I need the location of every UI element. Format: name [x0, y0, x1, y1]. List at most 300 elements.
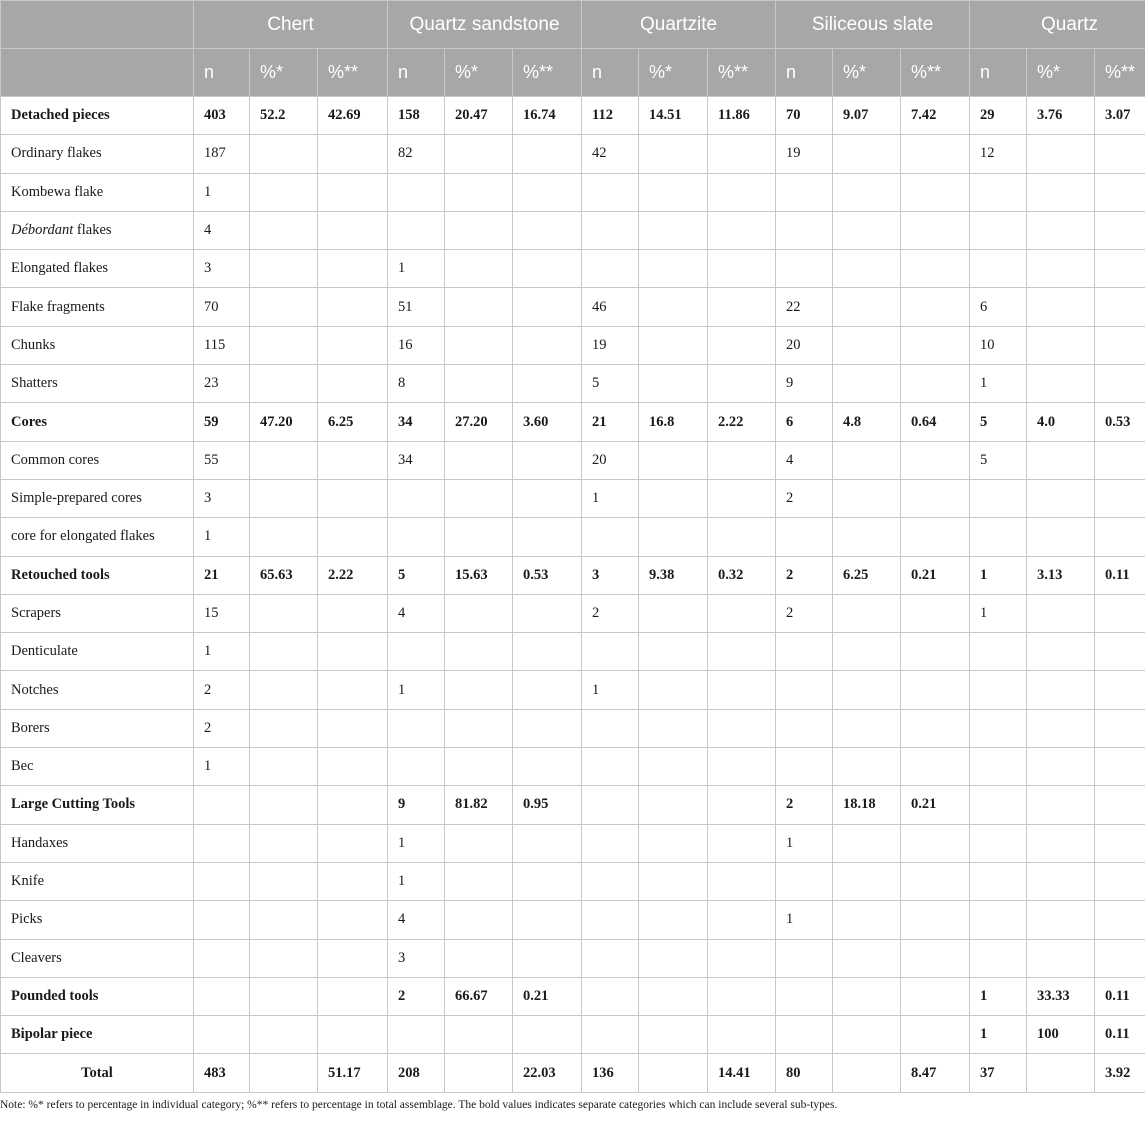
table-cell [318, 633, 388, 671]
table-cell: 46 [582, 288, 639, 326]
table-cell [250, 1054, 318, 1092]
table-cell: 8 [388, 365, 445, 403]
table-cell: 1 [970, 977, 1027, 1015]
row-label: Common cores [1, 441, 194, 479]
table-cell [639, 211, 708, 249]
table-cell [776, 518, 833, 556]
table-cell: 3.13 [1027, 556, 1095, 594]
table-cell: 4 [194, 211, 250, 249]
table-cell [513, 594, 582, 632]
category-row [1, 786, 1145, 824]
table-cell [318, 594, 388, 632]
table-cell: 1 [388, 671, 445, 709]
table-cell [639, 977, 708, 1015]
table-header [1, 1, 1145, 97]
table-cell [318, 288, 388, 326]
table-cell [970, 748, 1027, 786]
table-cell: 16.74 [513, 97, 582, 135]
table-cell [970, 173, 1027, 211]
table-cell [1027, 709, 1095, 747]
table-cell [970, 633, 1027, 671]
table-cell: 51 [388, 288, 445, 326]
subheader-n: n [194, 49, 250, 97]
table-cell [513, 441, 582, 479]
table-cell [445, 518, 513, 556]
table-cell: 9 [776, 365, 833, 403]
material-header-chert: Chert [194, 1, 388, 49]
table-cell [776, 862, 833, 900]
table-cell [1095, 633, 1145, 671]
table-cell: 81.82 [445, 786, 513, 824]
subtype-row [1, 824, 1145, 862]
table-cell: 8.47 [901, 1054, 970, 1092]
table-cell [833, 365, 901, 403]
table-cell [901, 862, 970, 900]
table-cell [639, 518, 708, 556]
table-cell [708, 1016, 776, 1054]
row-label: Knife [1, 862, 194, 900]
table-cell [833, 288, 901, 326]
table-cell [639, 1054, 708, 1092]
subheader-pct-total: %** [1095, 49, 1145, 97]
table-cell [388, 211, 445, 249]
table-cell: 0.53 [513, 556, 582, 594]
subheader-pct-category: %* [833, 49, 901, 97]
table-cell [582, 901, 639, 939]
table-cell: 3.76 [1027, 97, 1095, 135]
table-cell: 1 [582, 671, 639, 709]
table-cell [708, 633, 776, 671]
table-cell [901, 824, 970, 862]
table-cell [970, 862, 1027, 900]
table-cell: 1 [388, 824, 445, 862]
table-cell [445, 709, 513, 747]
row-label: Ordinary flakes [1, 135, 194, 173]
table-cell [194, 1016, 250, 1054]
table-cell [1027, 939, 1095, 977]
table-cell [318, 748, 388, 786]
table-cell [708, 518, 776, 556]
table-cell [1027, 594, 1095, 632]
row-label: Cores [1, 403, 194, 441]
table-cell: 1 [970, 1016, 1027, 1054]
table-cell [582, 173, 639, 211]
table-cell: 59 [194, 403, 250, 441]
table-cell: 3.07 [1095, 97, 1145, 135]
table-cell [318, 939, 388, 977]
table-cell [318, 173, 388, 211]
table-cell: 29 [970, 97, 1027, 135]
table-cell: 1 [776, 824, 833, 862]
table-cell [388, 518, 445, 556]
table-cell [388, 173, 445, 211]
table-cell: 4.0 [1027, 403, 1095, 441]
table-cell [1095, 135, 1145, 173]
table-cell [582, 211, 639, 249]
subtype-row [1, 901, 1145, 939]
table-cell [582, 824, 639, 862]
table-cell [833, 748, 901, 786]
table-cell [1027, 211, 1095, 249]
table-cell [833, 671, 901, 709]
table-cell [513, 173, 582, 211]
table-cell: 112 [582, 97, 639, 135]
table-cell [250, 135, 318, 173]
table-cell: 9.38 [639, 556, 708, 594]
table-cell: 19 [582, 326, 639, 364]
row-label-italic: Débordant [11, 222, 74, 239]
row-label: core for elongated flakes [1, 518, 194, 556]
table-cell [194, 901, 250, 939]
table-cell [318, 326, 388, 364]
table-cell: 20.47 [445, 97, 513, 135]
table-cell [582, 939, 639, 977]
row-label: Notches [1, 671, 194, 709]
table-cell [1027, 250, 1095, 288]
table-cell [901, 901, 970, 939]
table-cell [901, 671, 970, 709]
table-cell: 27.20 [445, 403, 513, 441]
row-label [1, 211, 194, 249]
table-cell [901, 633, 970, 671]
table-cell [1027, 1054, 1095, 1092]
table-cell [901, 594, 970, 632]
table-cell: 3.92 [1095, 1054, 1145, 1092]
table-cell: 4 [388, 594, 445, 632]
table-cell [901, 326, 970, 364]
table-cell [250, 709, 318, 747]
table-cell: 208 [388, 1054, 445, 1092]
subheader-n: n [970, 49, 1027, 97]
table-cell: 2 [776, 786, 833, 824]
table-cell: 5 [582, 365, 639, 403]
table-cell: 5 [970, 403, 1027, 441]
table-cell [194, 824, 250, 862]
table-cell [250, 211, 318, 249]
table-cell [901, 135, 970, 173]
table-cell: 1 [776, 901, 833, 939]
subtype-row [1, 633, 1145, 671]
table-cell [1027, 862, 1095, 900]
table-cell [445, 1016, 513, 1054]
table-cell [1095, 326, 1145, 364]
table-cell [639, 709, 708, 747]
subtype-row [1, 250, 1145, 288]
table-cell [318, 135, 388, 173]
subheader-pct-category: %* [1027, 49, 1095, 97]
table-cell: 66.67 [445, 977, 513, 1015]
table-cell [708, 479, 776, 517]
table-cell: 1 [582, 479, 639, 517]
table-cell [833, 173, 901, 211]
subtype-row [1, 365, 1145, 403]
table-cell: 115 [194, 326, 250, 364]
table-cell: 1 [194, 173, 250, 211]
table-cell: 52.2 [250, 97, 318, 135]
subtype-row [1, 173, 1145, 211]
table-cell: 15.63 [445, 556, 513, 594]
table-cell [833, 250, 901, 288]
subheader-pct-total: %** [708, 49, 776, 97]
category-row [1, 556, 1145, 594]
table-cell [250, 365, 318, 403]
table-cell [1095, 901, 1145, 939]
table-cell [776, 1016, 833, 1054]
table-cell [901, 748, 970, 786]
table-cell [708, 594, 776, 632]
table-cell [1095, 939, 1145, 977]
table-cell [445, 594, 513, 632]
subtype-row [1, 671, 1145, 709]
table-cell [776, 211, 833, 249]
table-cell [1027, 633, 1095, 671]
table-cell [445, 250, 513, 288]
table-cell: 4.8 [833, 403, 901, 441]
subheader-n: n [776, 49, 833, 97]
table-cell: 34 [388, 403, 445, 441]
table-cell: 3 [194, 250, 250, 288]
subtype-row [1, 709, 1145, 747]
row-label: Pounded tools [1, 977, 194, 1015]
table-cell [194, 862, 250, 900]
table-cell [1027, 365, 1095, 403]
table-cell [318, 365, 388, 403]
table-cell: 5 [388, 556, 445, 594]
table-cell: 12 [970, 135, 1027, 173]
table-cell [194, 939, 250, 977]
table-cell [639, 288, 708, 326]
row-label: Total [1, 1054, 194, 1092]
table-cell: 0.21 [513, 977, 582, 1015]
table-cell [513, 211, 582, 249]
table-cell: 37 [970, 1054, 1027, 1092]
table-cell [901, 977, 970, 1015]
material-header-quartz: Quartz [970, 1, 1145, 49]
material-header-quartz-sandstone: Quartz sandstone [388, 1, 582, 49]
table-cell [639, 173, 708, 211]
table-cell [388, 1016, 445, 1054]
table-cell [582, 518, 639, 556]
table-cell [388, 748, 445, 786]
table-cell: 14.51 [639, 97, 708, 135]
table-cell [1095, 441, 1145, 479]
table-cell: 42 [582, 135, 639, 173]
table-cell: 2 [776, 479, 833, 517]
table-cell [513, 671, 582, 709]
table-cell [388, 479, 445, 517]
table-cell [513, 135, 582, 173]
table-cell: 34 [388, 441, 445, 479]
table-cell [639, 824, 708, 862]
table-cell [318, 479, 388, 517]
table-cell: 82 [388, 135, 445, 173]
row-label: Kombewa flake [1, 173, 194, 211]
table-cell [708, 901, 776, 939]
table-cell: 4 [776, 441, 833, 479]
table-cell: 0.53 [1095, 403, 1145, 441]
table-cell [1027, 824, 1095, 862]
table-cell [970, 709, 1027, 747]
table-cell [708, 939, 776, 977]
table-cell [708, 748, 776, 786]
subtype-row [1, 211, 1145, 249]
table-cell [250, 441, 318, 479]
table-cell [1095, 824, 1145, 862]
table-cell [776, 250, 833, 288]
table-cell [833, 824, 901, 862]
category-row [1, 403, 1145, 441]
table-cell [388, 709, 445, 747]
row-label: Denticulate [1, 633, 194, 671]
table-cell [445, 939, 513, 977]
table-cell [833, 862, 901, 900]
table-cell [513, 288, 582, 326]
table-cell: 1 [194, 633, 250, 671]
table-cell: 2.22 [708, 403, 776, 441]
subheader-n: n [388, 49, 445, 97]
table-cell: 136 [582, 1054, 639, 1092]
subtype-row [1, 862, 1145, 900]
subheader-pct-total: %** [513, 49, 582, 97]
table-cell [639, 862, 708, 900]
table-cell [708, 709, 776, 747]
table-cell [582, 1016, 639, 1054]
table-cell: 2 [776, 556, 833, 594]
table-cell [833, 709, 901, 747]
table-cell [513, 479, 582, 517]
table-cell: 47.20 [250, 403, 318, 441]
table-cell [318, 862, 388, 900]
table-cell [1027, 173, 1095, 211]
table-cell: 42.69 [318, 97, 388, 135]
table-cell [901, 518, 970, 556]
table-cell [639, 441, 708, 479]
table-cell: 16 [388, 326, 445, 364]
table-cell [250, 862, 318, 900]
table-cell [513, 365, 582, 403]
table-cell [776, 709, 833, 747]
table-cell [708, 862, 776, 900]
table-cell: 6 [776, 403, 833, 441]
table-cell [250, 939, 318, 977]
table-cell [833, 441, 901, 479]
table-cell: 19 [776, 135, 833, 173]
table-cell [639, 939, 708, 977]
subtype-row [1, 326, 1145, 364]
row-label: Detached pieces [1, 97, 194, 135]
table-cell: 55 [194, 441, 250, 479]
table-cell: 3 [582, 556, 639, 594]
table-cell [970, 250, 1027, 288]
table-cell [901, 479, 970, 517]
table-cell: 1 [194, 748, 250, 786]
table-cell [1027, 441, 1095, 479]
table-cell [582, 250, 639, 288]
table-cell [901, 939, 970, 977]
table-cell: 6.25 [318, 403, 388, 441]
table-cell: 0.32 [708, 556, 776, 594]
table-cell [901, 288, 970, 326]
row-label: Large Cutting Tools [1, 786, 194, 824]
subheader-n: n [582, 49, 639, 97]
table-cell [1095, 250, 1145, 288]
table-cell: 1 [970, 556, 1027, 594]
table-cell [901, 173, 970, 211]
row-label: Flake fragments [1, 288, 194, 326]
table-cell [318, 211, 388, 249]
subheader-pct-category: %* [639, 49, 708, 97]
table-cell [639, 250, 708, 288]
table-cell [1095, 518, 1145, 556]
table-cell [708, 365, 776, 403]
table-cell [1095, 365, 1145, 403]
table-cell: 0.11 [1095, 1016, 1145, 1054]
table-cell [250, 824, 318, 862]
material-header-quartzite: Quartzite [582, 1, 776, 49]
table-cell: 2 [776, 594, 833, 632]
table-cell: 1 [970, 365, 1027, 403]
table-body [1, 97, 1145, 1093]
table-cell: 23 [194, 365, 250, 403]
category-row [1, 1016, 1145, 1054]
table-cell: 33.33 [1027, 977, 1095, 1015]
table-cell [970, 901, 1027, 939]
subheader-pct-category: %* [250, 49, 318, 97]
table-cell [708, 671, 776, 709]
table-cell [445, 173, 513, 211]
table-cell [318, 709, 388, 747]
row-label: Scrapers [1, 594, 194, 632]
table-cell [1095, 211, 1145, 249]
table-cell: 5 [970, 441, 1027, 479]
table-cell [445, 326, 513, 364]
table-cell: 100 [1027, 1016, 1095, 1054]
table-cell [582, 633, 639, 671]
table-cell [639, 671, 708, 709]
table-cell [318, 824, 388, 862]
table-cell: 1 [388, 862, 445, 900]
table-cell [1095, 173, 1145, 211]
table-cell [582, 748, 639, 786]
table-cell: 65.63 [250, 556, 318, 594]
table-cell [250, 479, 318, 517]
table-cell [513, 862, 582, 900]
table-cell [776, 748, 833, 786]
table-cell [445, 441, 513, 479]
header-corner [1, 1, 194, 49]
table-cell [582, 786, 639, 824]
table-cell [639, 786, 708, 824]
row-label: Bec [1, 748, 194, 786]
table-cell [250, 250, 318, 288]
table-cell [708, 288, 776, 326]
table-cell [708, 977, 776, 1015]
table-cell: 80 [776, 1054, 833, 1092]
table-cell [970, 479, 1027, 517]
table-cell: 6 [970, 288, 1027, 326]
table-cell [250, 786, 318, 824]
subtype-row [1, 135, 1145, 173]
table-cell: 20 [776, 326, 833, 364]
table-cell [708, 441, 776, 479]
table-cell [1027, 479, 1095, 517]
table-cell [776, 939, 833, 977]
table-cell: 2 [388, 977, 445, 1015]
table-footnote: Note: %* refers to percentage in individual category; %** refers to percentage in total assemblage. The bold values indicates separate categories which can include several sub-types. [0, 1099, 838, 1111]
table-cell: 11.86 [708, 97, 776, 135]
subtype-row [1, 939, 1145, 977]
table-cell: 0.64 [901, 403, 970, 441]
